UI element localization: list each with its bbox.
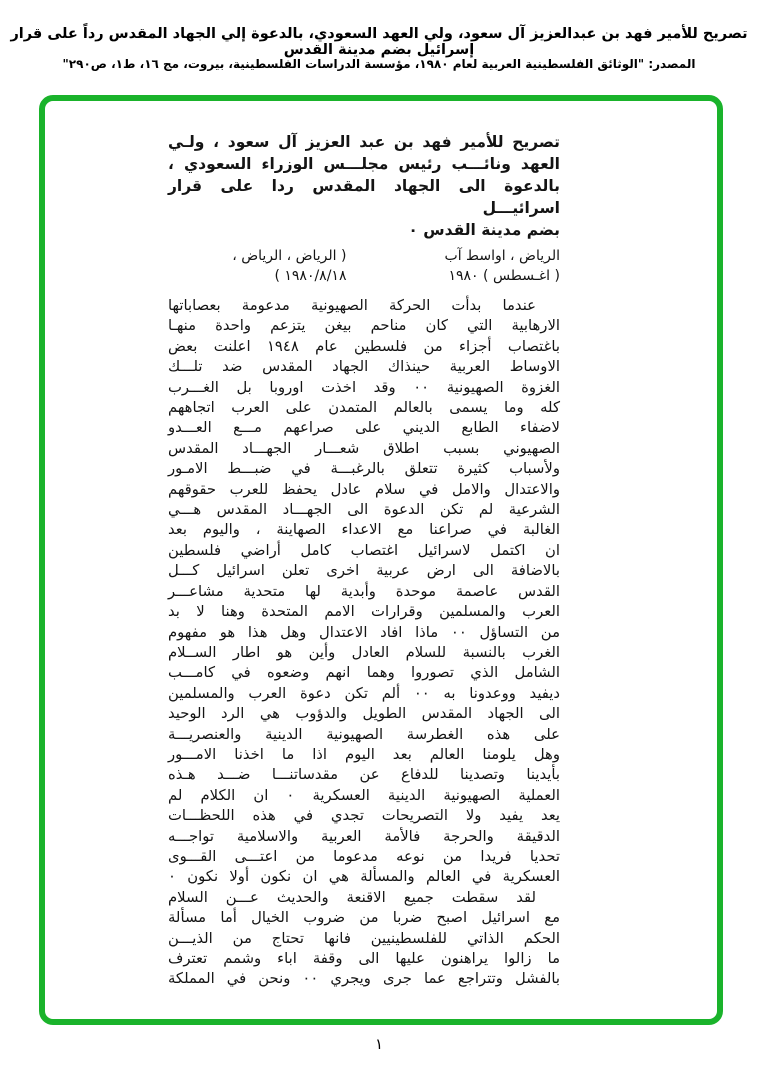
text-line: الرياض ، اواسط آب [444, 248, 560, 264]
text-line: ديفيد ووعدونا به ٠٠ ألم تكن دعوة العرب والمسلمين [168, 684, 560, 702]
text-line: الارهابية التي كان مناحم بيغن يتزعم واحدة منهـا [168, 317, 560, 335]
text-line: الى الجهاد المقدس الطويل والدؤوب هي الرد الوحيد [168, 705, 560, 723]
text-line: لقد سقطت جميع الاقنعة والحديث عـــن السلام [168, 888, 536, 906]
text-line: باغتصاب أجزاء من فلسطين عام ١٩٤٨ اعلنت بعض [168, 337, 560, 355]
text-line: بضم مدينة القدس ٠ [408, 221, 560, 239]
text-line: ١٩٨٠/٨/١٨ ) [274, 268, 347, 284]
text-line: لاضفاء الطابع الديني على صراعهم مـــع العـــدو [168, 419, 560, 437]
text-line: الصهيوني بسبب اطلاق شعـــار الجهـــاد المقدس [168, 439, 560, 457]
text-line: من التساؤل ٠٠ ماذا افاد الاعتدال وهل هذا هو مفهوم [168, 623, 560, 641]
text-line: تحديا فريدا من نوعه مدعوما من اعتـــى القـــوى [168, 847, 560, 865]
text-line: الشرعية لم تكن الدعوة الى الجهـــاد المقدس هـــي [168, 501, 560, 519]
document-header-title: تصريح للأمير فهد بن عبدالعزيز آل سعود، ولي العهد السعودي، بالدعوة إلي الجهاد المقدس رداً على قرار إسرائيل بضم مدينة القدس [10, 26, 748, 58]
text-line: كله وما يسمى بالعالم المتمدن على العرب اتجاههم [168, 399, 560, 417]
text-line: الغزوة الصهيونية ٠٠ وقد اخذت اوروبا بل الغـــرب [168, 378, 560, 396]
text-line: ( اغـسطس ) ١٩٨٠ [448, 268, 560, 284]
text-line: بالدعوة الى الجهاد المقدس ردا على قرار اسرائيـــل [168, 177, 560, 217]
text-line: والاعتدال والامل في سلام عادل يحفظ للعرب حقوقهم [168, 480, 560, 498]
text-line: على هذه الغطرسة الصهيونية الدينية والعنصريـــة [168, 725, 560, 743]
paragraph [168, 296, 560, 888]
text-line: ولأسباب كثيرة تتعلق بالرغبـــة في ضبـــط الامـور [168, 460, 560, 478]
text-line: عندما بدأت الحركة الصهيونية مدعومة بعصاباتها [168, 297, 536, 314]
text-line: العرب والمسلمين وقرارات الامم المتحدة وهنا لا بد [168, 603, 560, 621]
document-source-citation: المصدر: "الوثائق الفلسطينية العربية لعام ١٩٨٠، مؤسسة الدراسات الفلسطينية، بيروت، مج ١٦، ط١، ص٢٩٠" [62, 57, 696, 71]
text-line: ان اكتمل لاسرائيل اغتصاب كامل أراضي فلسطين [168, 541, 560, 559]
text-line: الدقيقة والحرجة فالأمة العربية والاسلامية تواجـــه [168, 827, 560, 845]
statement-title [168, 131, 560, 241]
text-line: العسكرية في العالم والمسألة هي ان نكون أولا نكون ٠ [168, 868, 560, 886]
text-line: مع اسرائيل اصبح ضربا من ضروب الخيال أما مسألة [168, 909, 560, 927]
page-number: ١ [374, 1035, 384, 1053]
dateline [168, 246, 560, 286]
text-line: القدس عاصمة موحدة وأبدية لها متحدية مشاعـــر [168, 582, 560, 600]
text-line: العهد ونائـــب رئيس مجلـــس الوزراء السعودي ، [168, 155, 560, 173]
text-line: الشامل الذي تصوروا وهما انهم وضعوه في كامـــب [168, 664, 560, 682]
statement-text [168, 296, 560, 990]
text-line: ما زالوا يراهنون عليها الى وقفة اباء وشمم تعترف [168, 950, 560, 967]
text-line: يعد يفيد ولا التصريحات تجدي في هذه اللحظـــات [168, 807, 560, 825]
document-body [168, 131, 560, 990]
text-line: تصريح للأمير فهد بن عبد العزيز آل سعود ، ولـي [168, 133, 560, 151]
paragraph [168, 888, 560, 990]
text-line: وهل يلومنا العالم بعد اليوم اذا ما اخذنا الامـــور [168, 745, 560, 763]
text-line: بالاضافة الى ارض عربية اخرى تعلن اسرائيل كـــل [168, 562, 560, 580]
text-line: بالفشل وتتراجع عما جرى ويجري ٠٠ ونحن في المملكة [168, 970, 561, 988]
text-line: الغرب بالنسبة للسلام العادل وأين هو اطار الســلام [168, 643, 560, 661]
text-line: العملية الصهيونية الدينية العسكرية ٠ ان الكلام لم [168, 786, 560, 804]
dateline-place-date [372, 246, 560, 286]
text-line: الحكم الذاتي للفلسطينيين فانها تحتاج من الذيـــن [168, 929, 560, 947]
text-line: الغالبة في صراعنا مع الاعداء الصهاينة ، واليوم بعد [168, 521, 560, 539]
text-line: ( الرياض ، الرياض ، [232, 248, 347, 264]
text-line: الاوساط العربية حينذاك الجهاد المقدس ضد تلـــك [168, 358, 560, 376]
dateline-source-date [168, 246, 346, 286]
text-line: بأيدينا وتصدينا للدفاع عن مقدساتنـــا ضـــد هـذه [168, 766, 560, 784]
